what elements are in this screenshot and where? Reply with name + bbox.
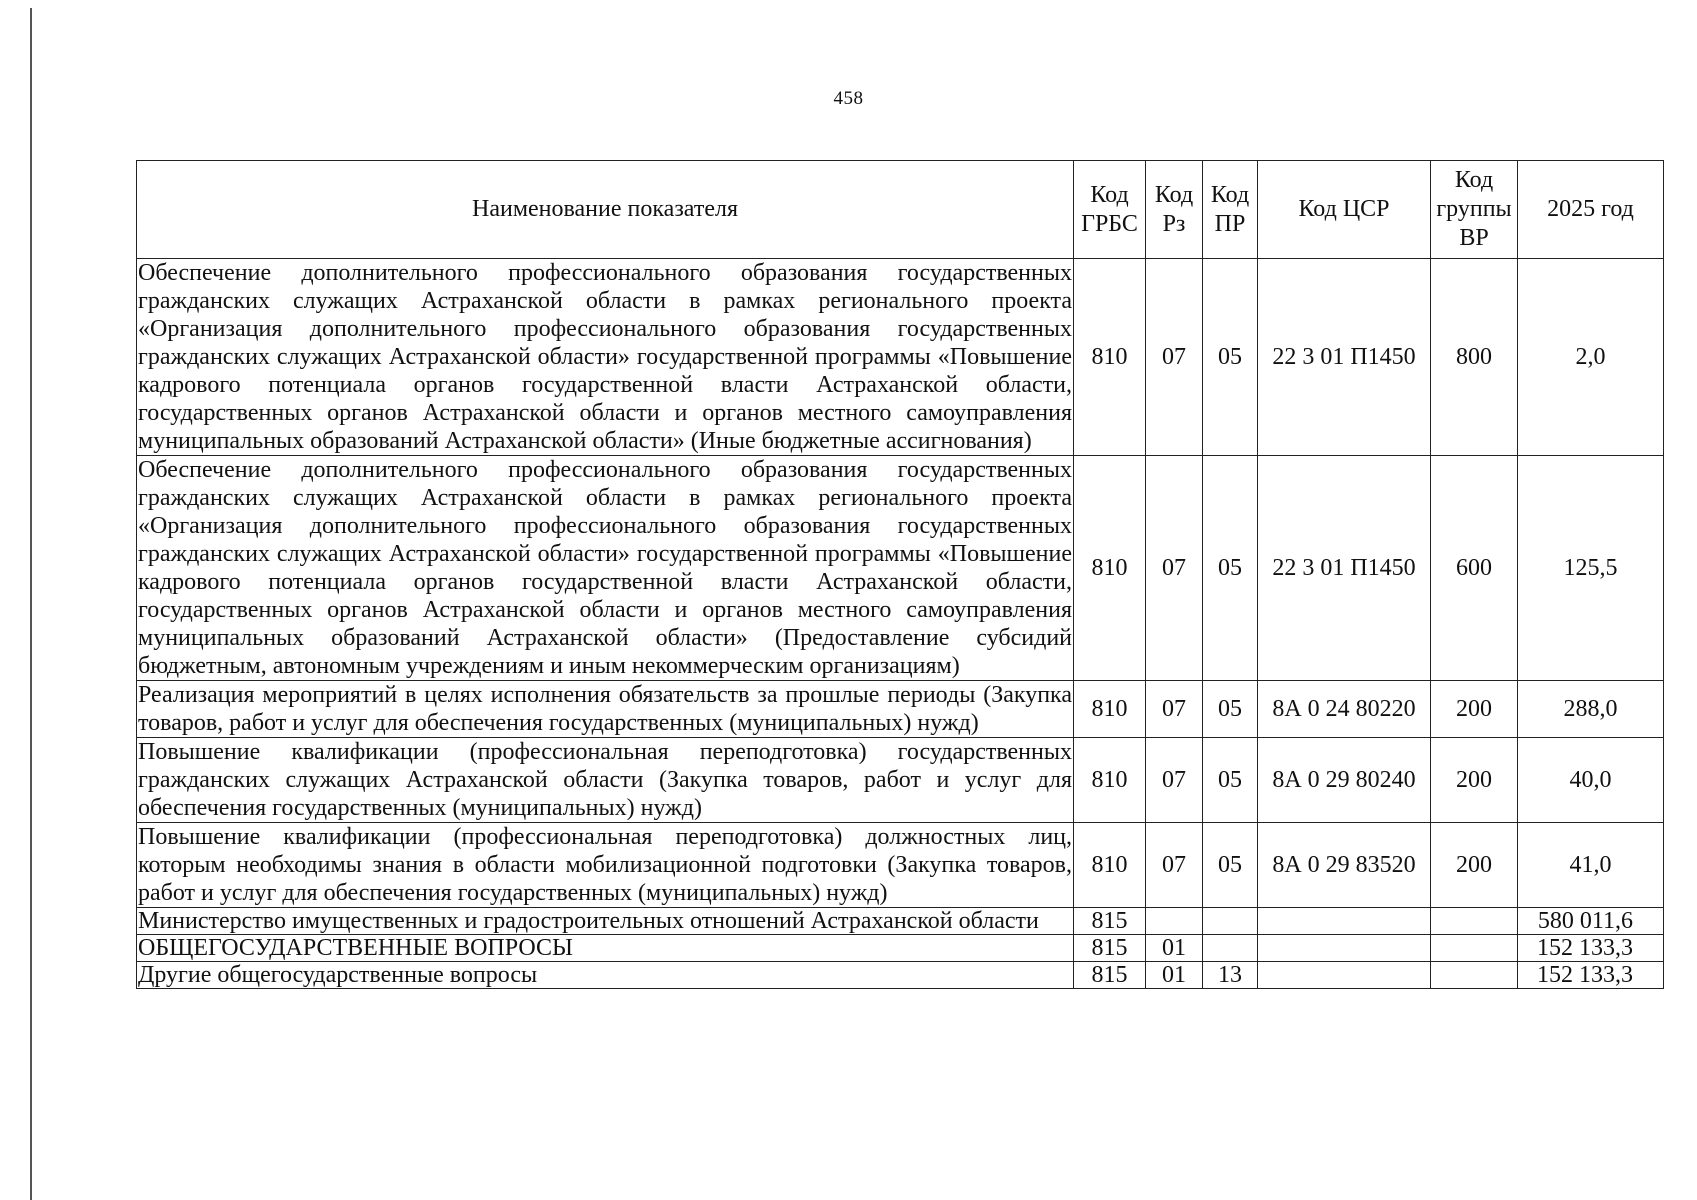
header-year: 2025 год (1518, 161, 1664, 259)
cell-grbs: 815 (1074, 908, 1146, 935)
cell-rz: 01 (1146, 935, 1203, 962)
cell-pr (1203, 908, 1258, 935)
cell-csr (1258, 962, 1431, 989)
cell-vr: 200 (1431, 738, 1518, 823)
cell-pr: 05 (1203, 456, 1258, 681)
cell-pr (1203, 935, 1258, 962)
cell-name: Обеспечение дополнительного профессионального образования государственных гражданских служащих Астраханской области в рамках регионального проекта «Организация дополнительного профессионального образования государственных гражданских служащих Астраханской области» государственной программы «Повышение кадрового потенциала органов государственной власти Астраханской области, государственных органов Астраханской области и органов местного самоуправления муниципальных образований Астраханской области» (Иные бюджетные ассигнования) (138, 260, 1072, 454)
cell-csr: 8А 0 29 83520 (1258, 823, 1431, 908)
cell-rz: 07 (1146, 681, 1203, 738)
cell-vr: 200 (1431, 681, 1518, 738)
cell-amount: 41,0 (1518, 823, 1664, 908)
cell-amount: 40,0 (1518, 738, 1664, 823)
header-vr: Код группы ВР (1431, 161, 1518, 259)
cell-vr: 600 (1431, 456, 1518, 681)
table-header-row (137, 161, 1664, 259)
cell-csr: 8А 0 29 80240 (1258, 738, 1431, 823)
cell-amount: 152 133,3 (1518, 935, 1664, 962)
cell-csr: 8А 0 24 80220 (1258, 681, 1431, 738)
cell-vr: 800 (1431, 259, 1518, 456)
scan-edge-line (30, 8, 32, 1200)
cell-vr (1431, 962, 1518, 989)
cell-rz: 07 (1146, 823, 1203, 908)
cell-name: Реализация мероприятий в целях исполнения обязательств за прошлые периоды (Закупка товаров, работ и услуг для обеспечения государственных (муниципальных) нужд) (138, 682, 1072, 736)
table-row (137, 962, 1664, 989)
cell-name: Другие общегосударственные вопросы (137, 962, 1074, 989)
cell-pr: 05 (1203, 738, 1258, 823)
cell-grbs: 810 (1074, 823, 1146, 908)
cell-rz (1146, 908, 1203, 935)
cell-name: Обеспечение дополнительного профессионального образования государственных гражданских служащих Астраханской области в рамках регионального проекта «Организация дополнительного профессионального образования государственных гражданских служащих Астраханской области» государственной программы «Повышение кадрового потенциала органов государственной власти Астраханской области, государственных органов Астраханской области и органов местного самоуправления муниципальных образований Астраханской области» (Предоставление субсидий бюджетным, автономным учреждениям и иным некоммерческим организациям) (138, 457, 1072, 679)
table-row (137, 908, 1664, 935)
cell-csr: 22 3 01 П1450 (1258, 259, 1431, 456)
header-pr: Код ПР (1203, 161, 1258, 259)
cell-grbs: 815 (1074, 962, 1146, 989)
cell-pr: 05 (1203, 681, 1258, 738)
cell-pr: 05 (1203, 259, 1258, 456)
cell-csr (1258, 908, 1431, 935)
cell-vr: 200 (1431, 823, 1518, 908)
cell-name: Повышение квалификации (профессиональная переподготовка) должностных лиц, которым необходимы знания в области мобилизационной подготовки (Закупка товаров, работ и услуг для обеспечения государственных (муниципальных) нужд) (138, 824, 1072, 906)
cell-name: Министерство имущественных и градостроительных отношений Астраханской области (137, 908, 1074, 935)
cell-amount: 152 133,3 (1518, 962, 1664, 989)
cell-grbs: 810 (1074, 456, 1146, 681)
cell-csr: 22 3 01 П1450 (1258, 456, 1431, 681)
cell-rz: 07 (1146, 456, 1203, 681)
table-row (137, 823, 1664, 908)
cell-name: Повышение квалификации (профессиональная переподготовка) государственных гражданских служащих Астраханской области (Закупка товаров, работ и услуг для обеспечения государственных (муниципальных) нужд) (138, 739, 1072, 821)
cell-rz: 07 (1146, 738, 1203, 823)
cell-amount: 580 011,6 (1518, 908, 1664, 935)
table-row (137, 259, 1664, 456)
budget-table (136, 160, 1664, 989)
cell-grbs: 810 (1074, 738, 1146, 823)
header-rz: Код Рз (1146, 161, 1203, 259)
header-grbs: Код ГРБС (1074, 161, 1146, 259)
cell-vr (1431, 908, 1518, 935)
table-row (137, 935, 1664, 962)
header-name: Наименование показателя (137, 161, 1074, 259)
cell-vr (1431, 935, 1518, 962)
cell-name: ОБЩЕГОСУДАРСТВЕННЫЕ ВОПРОСЫ (137, 935, 1074, 962)
header-csr: Код ЦСР (1258, 161, 1431, 259)
cell-rz: 01 (1146, 962, 1203, 989)
table-row (137, 456, 1664, 681)
cell-grbs: 815 (1074, 935, 1146, 962)
cell-pr: 05 (1203, 823, 1258, 908)
cell-csr (1258, 935, 1431, 962)
cell-grbs: 810 (1074, 681, 1146, 738)
cell-amount: 288,0 (1518, 681, 1664, 738)
cell-grbs: 810 (1074, 259, 1146, 456)
table-row (137, 738, 1664, 823)
cell-amount: 125,5 (1518, 456, 1664, 681)
cell-amount: 2,0 (1518, 259, 1664, 456)
page-number: 458 (833, 88, 864, 109)
cell-rz: 07 (1146, 259, 1203, 456)
cell-pr: 13 (1203, 962, 1258, 989)
table-row (137, 681, 1664, 738)
